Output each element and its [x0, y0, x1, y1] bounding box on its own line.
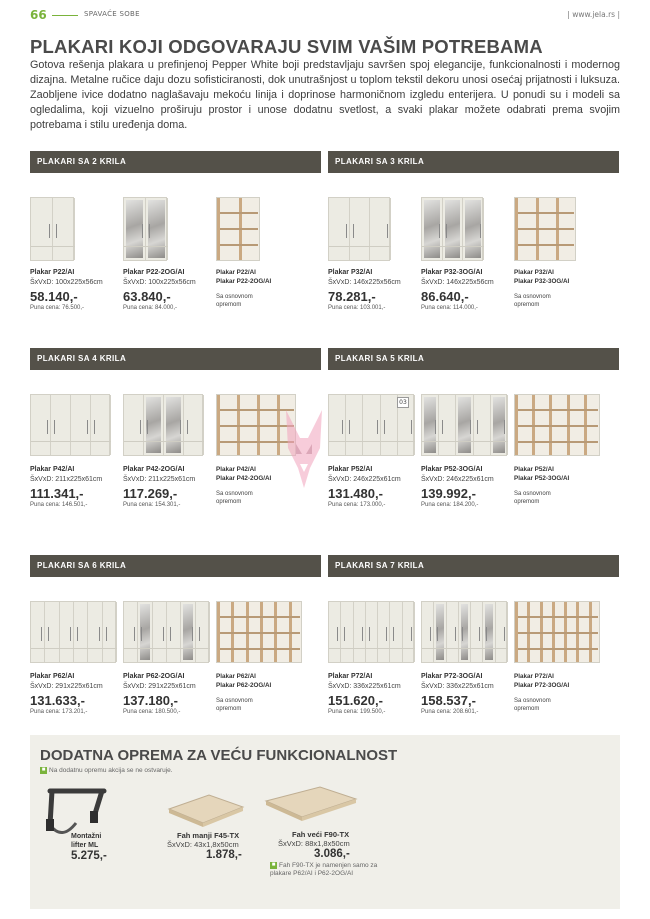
small-shelf-price: 1.878,-: [206, 849, 242, 861]
wardrobe-shelf: [220, 244, 258, 246]
wardrobe-shelf: [220, 632, 300, 634]
wardrobe-handle: [87, 420, 88, 434]
product-full-price: Puna cena: 208.601,-: [421, 709, 479, 715]
wardrobe-shelf: [518, 648, 598, 650]
wardrobe-shelf: [518, 409, 598, 411]
wardrobe-handle: [384, 420, 385, 434]
product-price: 58.140,-: [30, 289, 78, 304]
wardrobe-handle: [353, 224, 354, 238]
large-shelf-icon: [262, 785, 358, 827]
extras-panel: [30, 735, 620, 909]
wardrobe-handle: [41, 627, 42, 641]
wardrobe-handle: [337, 627, 338, 641]
wardrobe-drawer: [124, 441, 204, 447]
intro-text: Gotova rešenja plakara u prefinjenoj Pepper White boji predstavljaju savršen spoj elegancije, funkcionalnosti i modernog dizajna. Metalne ručice daju dozu sofisticiranosti, dok unutrašnjost u toplom tekstil dekoru unosi osećaj prijatnosti i luksuza. Zaobljene ivice dodatno naglašavaju mekoću linija i doprinose harmoničnom izgledu enterijera. U ponudi su i modeli sa ogledalima, koji vizuelno proširuju prostor i unose dodatnu svetlost, a svaki plakar možete odabrati prema svojim potrebama i stilu uređenja doma.: [30, 59, 620, 131]
wardrobe-handle: [386, 627, 387, 641]
wardrobe-handle: [142, 224, 143, 238]
product-dimensions: ŠxVxD: 246x225x61cm: [421, 476, 494, 483]
wardrobe-handle: [106, 627, 107, 641]
wardrobe-handle: [362, 627, 363, 641]
wardrobe-handle: [192, 627, 193, 641]
product-full-price: Puna cena: 154.301,-: [123, 502, 181, 508]
page-title: PLAKARI KOJI ODGOVARAJU SVIM VAŠIM POTREBAMA: [30, 36, 543, 57]
wardrobe-handle: [163, 627, 164, 641]
wardrobe-image: [123, 197, 167, 261]
wardrobe-handle: [344, 627, 345, 641]
extras-note: [40, 767, 173, 774]
wardrobe-image: [514, 601, 600, 663]
wardrobe-shelf: [220, 212, 258, 214]
wardrobe-drawer: [329, 246, 391, 252]
wardrobe-handle: [470, 420, 471, 434]
product-full-price: Puna cena: 103.001,-: [328, 305, 386, 311]
wardrobe-handle: [430, 627, 431, 641]
wardrobe-drawer: [329, 648, 415, 654]
open-wardrobe-name: Plakar P42/AI: [216, 466, 256, 473]
open-wardrobe-note: Sa osnovnom opremom: [514, 294, 551, 308]
product-name: Plakar P42-2OG/AI: [123, 466, 185, 473]
wardrobe-handle: [455, 627, 456, 641]
product-dimensions: ŠxVxD: 100x225x56cm: [30, 279, 103, 286]
wardrobe-handle: [477, 420, 478, 434]
wardrobe-handle: [180, 420, 181, 434]
product-dimensions: ŠxVxD: 291x225x61cm: [123, 683, 196, 690]
wardrobe-handle: [141, 627, 142, 641]
open-wardrobe-name: Plakar P32/AI: [514, 269, 554, 276]
wardrobe-image: [30, 601, 116, 663]
open-wardrobe-name: Plakar P42-2OG/AI: [216, 475, 272, 482]
open-wardrobe-name: Plakar P62-2OG/AI: [216, 682, 272, 689]
wardrobe-shelf: [518, 244, 574, 246]
large-shelf-name: Fah veći F90-TX: [292, 830, 350, 839]
category-header: PLAKARI SA 5 KRILA: [328, 348, 619, 370]
category-header: PLAKARI SA 3 KRILA: [328, 151, 619, 173]
category-header: PLAKARI SA 7 KRILA: [328, 555, 619, 577]
checkbox-icon: ■: [41, 767, 46, 773]
product-price: 63.840,-: [123, 289, 171, 304]
open-wardrobe-name: Plakar P52-3OG/AI: [514, 475, 570, 482]
product-name: Plakar P42/AI: [30, 466, 75, 473]
wardrobe-image: [514, 197, 576, 261]
product-price: 111.341,-: [30, 486, 84, 501]
category-header: PLAKARI SA 2 KRILA: [30, 151, 321, 173]
open-wardrobe-note: Sa osnovnom opremom: [216, 294, 253, 308]
section-label: SPAVAĆE SOBE: [84, 10, 140, 18]
product-dimensions: ŠxVxD: 336x225x61cm: [328, 683, 401, 690]
product-price: 151.620,-: [328, 693, 383, 708]
wardrobe-image: [30, 197, 74, 261]
product-name: Plakar P22/AI: [30, 269, 75, 276]
wardrobe-shelf: [518, 425, 598, 427]
small-shelf-dims: ŠxVxD: 43x1,8x50cm: [167, 840, 239, 849]
extras-title: DODATNA OPREMA ZA VEĆU FUNKCIONALNOST: [40, 747, 398, 764]
product-price: 86.640,-: [421, 289, 469, 304]
wardrobe-image: [30, 394, 110, 456]
product-price: 117.269,-: [123, 486, 178, 501]
product-full-price: Puna cena: 76.500,-: [30, 305, 85, 311]
wardrobe-handle: [94, 420, 95, 434]
wardrobe-handle: [387, 224, 388, 238]
page-badge: 03: [397, 397, 409, 408]
wardrobe-handle: [187, 420, 188, 434]
wardrobe-handle: [149, 224, 150, 238]
product-dimensions: ŠxVxD: 211x225x61cm: [30, 476, 103, 483]
wardrobe-drawer: [422, 441, 508, 447]
wardrobe-image: [421, 197, 483, 261]
site-link[interactable]: | www.jela.rs |: [567, 10, 620, 19]
product-name: Plakar P72/AI: [328, 673, 373, 680]
wardrobe-handle: [393, 627, 394, 641]
checkbox-icon: ■: [271, 862, 276, 868]
wardrobe-image: [328, 197, 390, 261]
open-wardrobe-name: Plakar P22-2OG/AI: [216, 278, 272, 285]
wardrobe-image: [216, 601, 302, 663]
open-wardrobe-name: Plakar P72-3OG/AI: [514, 682, 570, 689]
fah-note-text: Fah F90-TX je namenjen samo za plakare P62/AI i P62-2OG/AI: [270, 862, 378, 878]
product-dimensions: ŠxVxD: 336x225x61cm: [421, 683, 494, 690]
product-price: 131.480,-: [328, 486, 383, 501]
open-wardrobe-name: Plakar P72/AI: [514, 673, 554, 680]
small-shelf-name: Fah manji F45-TX: [177, 831, 240, 840]
wardrobe-shelf: [220, 228, 258, 230]
wardrobe-handle: [56, 224, 57, 238]
open-wardrobe-note: Sa osnovnom opremom: [514, 698, 551, 712]
small-shelf-icon: [165, 791, 245, 829]
product-price: 158.537,-: [421, 693, 476, 708]
product-name: Plakar P62-2OG/AI: [123, 673, 185, 680]
wardrobe-handle: [437, 627, 438, 641]
wardrobe-handle: [411, 420, 412, 434]
wardrobe-handle: [486, 627, 487, 641]
product-name: Plakar P62/AI: [30, 673, 75, 680]
product-full-price: Puna cena: 84.000,-: [123, 305, 178, 311]
large-shelf-price: 3.086,-: [314, 848, 350, 860]
page-header: [30, 8, 620, 22]
product-dimensions: ŠxVxD: 291x225x61cm: [30, 683, 103, 690]
wardrobe-shelf: [518, 441, 598, 443]
wardrobe-handle: [47, 420, 48, 434]
product-full-price: Puna cena: 173.000,-: [328, 502, 386, 508]
wardrobe-handle: [369, 627, 370, 641]
product-name: Plakar P72-3OG/AI: [421, 673, 483, 680]
wardrobe-handle: [48, 627, 49, 641]
wardrobe-shelf: [518, 616, 598, 618]
large-shelf-dims: ŠxVxD: 88x1,8x50cm: [278, 839, 350, 848]
open-wardrobe-note: Sa osnovnom opremom: [514, 491, 551, 505]
product-dimensions: ŠxVxD: 146x225x56cm: [421, 279, 494, 286]
open-wardrobe-name: Plakar P32-3OG/AI: [514, 278, 570, 285]
wardrobe-image: [421, 394, 507, 456]
wardrobe-drawer: [31, 648, 117, 654]
open-wardrobe-note: Sa osnovnom opremom: [216, 491, 253, 505]
wardrobe-drawer: [31, 246, 75, 252]
wardrobe-handle: [199, 627, 200, 641]
wardrobe-handle: [134, 627, 135, 641]
wardrobe-handle: [77, 627, 78, 641]
product-price: 137.180,-: [123, 693, 178, 708]
wardrobe-handle: [54, 420, 55, 434]
wardrobe-handle: [435, 420, 436, 434]
product-dimensions: ŠxVxD: 246x225x61cm: [328, 476, 401, 483]
wardrobe-handle: [170, 627, 171, 641]
product-price: 131.633,-: [30, 693, 85, 708]
wardrobe-handle: [349, 420, 350, 434]
wardrobe-image: [328, 601, 414, 663]
lifter-price: 5.275,-: [71, 850, 107, 862]
wardrobe-handle: [504, 420, 505, 434]
wardrobe-shelf: [220, 616, 300, 618]
open-wardrobe-note: Sa osnovnom opremom: [216, 698, 253, 712]
open-wardrobe-name: Plakar P22/AI: [216, 269, 256, 276]
fah-note: [270, 862, 400, 878]
product-full-price: Puna cena: 114.000,-: [421, 305, 478, 311]
wardrobe-handle: [70, 627, 71, 641]
product-full-price: Puna cena: 173.201,-: [30, 709, 88, 715]
fox-watermark-icon: [280, 408, 328, 490]
wardrobe-shelf: [518, 632, 598, 634]
wardrobe-handle: [377, 420, 378, 434]
wardrobe-handle: [147, 420, 148, 434]
wardrobe-handle: [462, 627, 463, 641]
product-name: Plakar P52/AI: [328, 466, 373, 473]
wardrobe-handle: [480, 224, 481, 238]
page-number: 66: [30, 8, 47, 22]
wardrobe-image: [216, 197, 260, 261]
wardrobe-shelf: [518, 228, 574, 230]
wardrobe-handle: [140, 420, 141, 434]
wardrobe-shelf: [220, 648, 300, 650]
product-full-price: Puna cena: 146.501,-: [30, 502, 88, 508]
product-full-price: Puna cena: 184.200,-: [421, 502, 479, 508]
wardrobe-handle: [446, 224, 447, 238]
wardrobe-drawer: [422, 246, 484, 252]
product-name: Plakar P22-2OG/AI: [123, 269, 185, 276]
wardrobe-handle: [479, 627, 480, 641]
open-wardrobe-name: Plakar P62/AI: [216, 673, 256, 680]
header-rule: [52, 15, 78, 16]
wardrobe-handle: [342, 420, 343, 434]
category-header: PLAKARI SA 6 KRILA: [30, 555, 321, 577]
wardrobe-image: [421, 601, 507, 663]
product-dimensions: ŠxVxD: 146x225x56cm: [328, 279, 401, 286]
open-wardrobe-name: Plakar P52/AI: [514, 466, 554, 473]
lifter-name: Montažni lifter ML: [71, 833, 102, 849]
product-dimensions: ŠxVxD: 100x225x56cm: [123, 279, 196, 286]
extras-note-text: Na dodatnu opremu akcija se ne ostvaruje.: [49, 767, 173, 775]
wardrobe-handle: [411, 627, 412, 641]
wardrobe-shelf: [518, 212, 574, 214]
wardrobe-drawer: [329, 441, 415, 447]
product-name: Plakar P32/AI: [328, 269, 373, 276]
wardrobe-image: [123, 601, 209, 663]
product-dimensions: ŠxVxD: 211x225x61cm: [123, 476, 196, 483]
product-full-price: Puna cena: 199.500,-: [328, 709, 386, 715]
product-name: Plakar P32-3OG/AI: [421, 269, 483, 276]
product-price: 78.281,-: [328, 289, 376, 304]
wardrobe-handle: [346, 224, 347, 238]
wardrobe-handle: [49, 224, 50, 238]
wardrobe-image: [123, 394, 203, 456]
wardrobe-drawer: [31, 441, 111, 447]
product-full-price: Puna cena: 180.500,-: [123, 709, 181, 715]
wardrobe-handle: [442, 420, 443, 434]
product-price: 139.992,-: [421, 486, 476, 501]
category-header: PLAKARI SA 4 KRILA: [30, 348, 321, 370]
product-name: Plakar P52-3OG/AI: [421, 466, 483, 473]
wardrobe-handle: [504, 627, 505, 641]
wardrobe-handle: [99, 627, 100, 641]
wardrobe-drawer: [124, 648, 210, 654]
wardrobe-drawer: [422, 648, 508, 654]
wardrobe-image: [514, 394, 600, 456]
wardrobe-drawer: [124, 246, 168, 252]
wardrobe-handle: [439, 224, 440, 238]
